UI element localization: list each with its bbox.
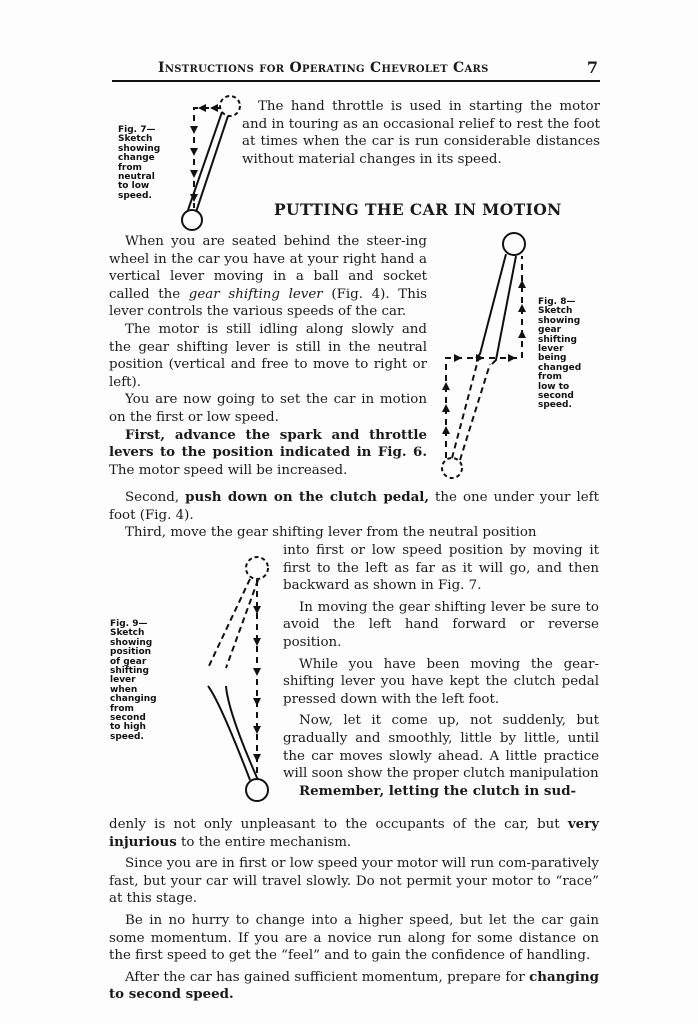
paragraph-hand-throttle: The hand throttle is used in starting the motor and in touring as an occasional relief to rest the foot at times when the car is run considerable distances without material changes in its speed. [242, 99, 600, 167]
paragraph-column-right: into first or low speed position by moving it first to the left as far as it will go, and then backward as shown in Fig. 7. In moving the gear shifting lever be sure to avoid the left hand forward or reverse position. While you have been moving the gear-shifting lever you have kept the clutch pedal pressed down with the left foot. Now, let it come up, not suddenly, but gradually and smoothly, little by little, until the car moves slowly ahead. A little practice will soon show the proper clutch manipulation Remember, letting the clutch in sud- [283, 543, 599, 799]
paragraph-clutch-pedal: Second, push down on the clutch pedal, the one under your left foot (Fig. 4). Third, move the gear shifting lever from the neutral position [109, 489, 600, 541]
header-title: Instructions for Operating Chevrolet Cars [158, 60, 489, 76]
fig8-caption: Fig. 8— Sketch showing gear shifting lever being changed from low to second speed. [538, 297, 582, 411]
page-number: 7 [586, 58, 598, 77]
fig7-caption: Fig. 7— Sketch showing change from neutral to low speed. [118, 125, 161, 201]
fig8-lever-diagram [436, 230, 536, 480]
fig9-lever-diagram [200, 552, 280, 804]
paragraph-column-bottom: denly is not only unpleasant to the occupants of the car, but very injurious to the entire mechanism. Since you are in first or low speed your motor will run com-paratively fast, but your car will travel slowly. Do not permit your motor to “race” at this stage. Be in no hurry to change into a higher speed, but let the car gain some momentum. If you are a novice run along for some distance on the first speed to get the “feel” and to gain the confidence of handling. After the car has gained sufficient momentum, prepare for changing to second speed. [109, 816, 599, 1003]
emphasis-gear-shifting-lever: gear shifting lever [188, 286, 323, 302]
fig9-caption: Fig. 9— Sketch showing position of gear shifting lever when changing from second to high speed. [110, 619, 157, 742]
section-heading: PUTTING THE CAR IN MOTION [274, 200, 562, 219]
running-header [112, 58, 600, 82]
fig7-lever-diagram [176, 96, 246, 236]
paragraph-column-left: When you are seated behind the steer-ing wheel in the car you have at your right hand a vertical lever moving in a ball and socket called the gear shifting lever (Fig. 4). This lever controls the various speeds of the car. The motor is still idling along slowly and the gear shifting lever is still in the neutral position (vertical and free to move to right or left). You are now going to set the car in motion on the first or low speed. First, advance the spark and throttle levers to the position indicated in Fig. 6. The motor speed will be increased. [109, 234, 427, 478]
